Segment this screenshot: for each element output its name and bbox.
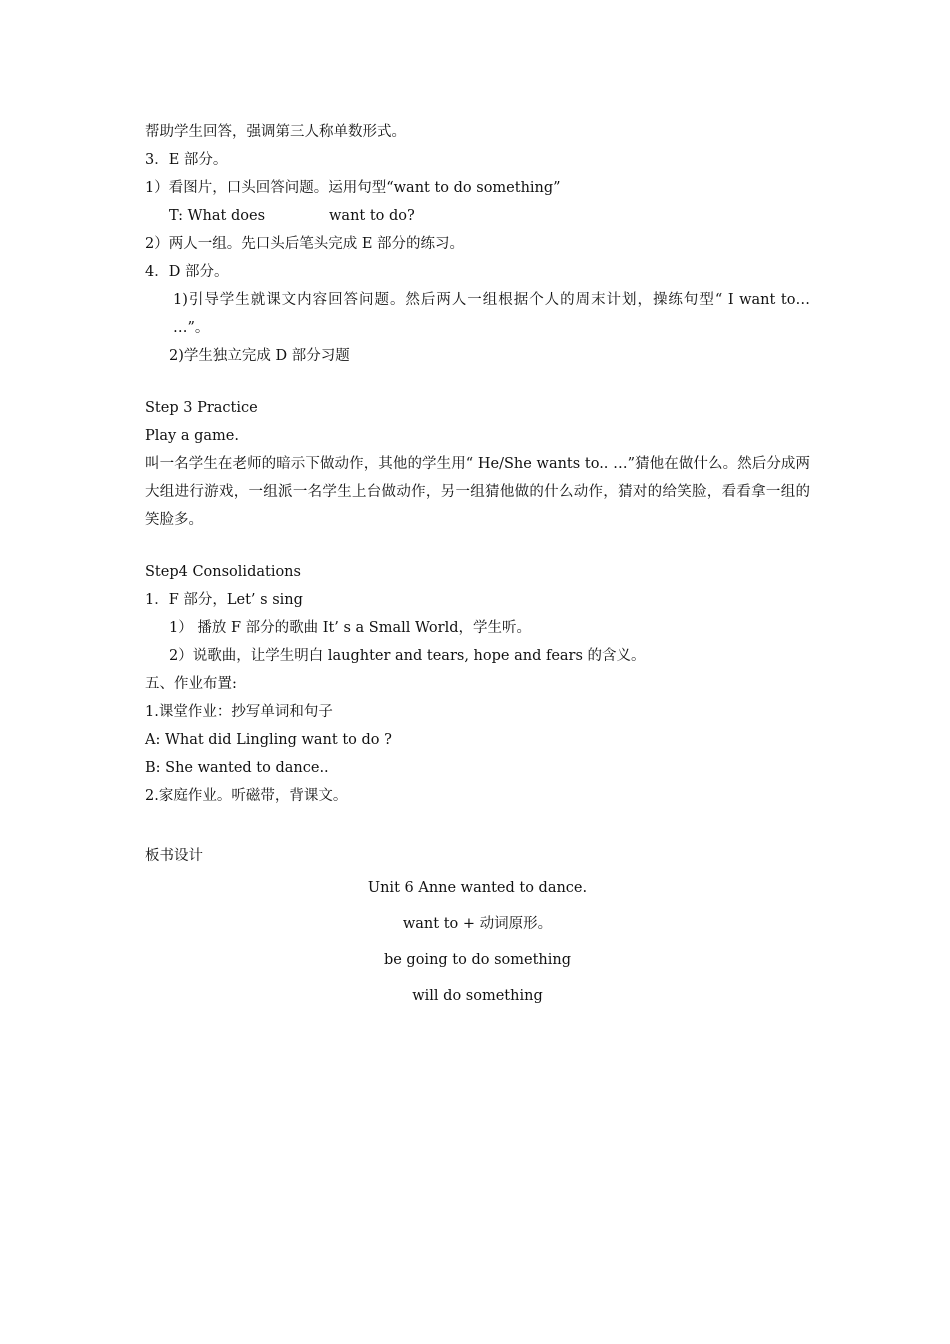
homework-answer-b: B: She wanted to dance.. bbox=[145, 760, 329, 776]
homework-title: 五、作业布置: bbox=[145, 676, 237, 692]
board-line-want-to: want to + 动词原形。 bbox=[402, 916, 553, 932]
teacher-question bbox=[145, 202, 810, 230]
board-design-title: 板书设计 bbox=[145, 848, 203, 864]
step3-title: Step 3 Practice bbox=[145, 400, 258, 416]
section-d-step-2: 2)学生独立完成 D 部分习题 bbox=[169, 348, 350, 364]
board-line-will-do: will do something bbox=[412, 988, 543, 1004]
teacher-question-part-1: T: What does bbox=[169, 208, 266, 224]
step4-f-heading: 1．F 部分，Let’ s sing bbox=[145, 592, 303, 608]
homework-home: 2.家庭作业。听磁带，背课文。 bbox=[145, 788, 348, 804]
section-d-step-1 bbox=[145, 286, 810, 342]
step3-game-line: Play a game. bbox=[145, 428, 239, 444]
section-d-step-1-text: 1)引导学生就课文内容回答问题。然后两人一组根据个人的周末计划，操练句型“ I want to… …”。 bbox=[173, 292, 810, 336]
step4-f-item-2: 2）说歌曲，让学生明白 laughter and tears, hope and fears 的含义。 bbox=[169, 648, 646, 664]
step3-game-paragraph: 叫一名学生在老师的暗示下做动作，其他的学生用“ He/She wants to.. …”猜他在做什么。然后分成两大组进行游戏，一组派一名学生上台做动作，另一组猜他做的什么动作，猜对的给笑脸，看看拿一组的笑脸多。 bbox=[145, 456, 810, 528]
board-line-be-going-to: be going to do something bbox=[383, 952, 572, 968]
board-line-unit: Unit 6 Anne wanted to dance. bbox=[367, 880, 588, 896]
paragraph-answer-help: 帮助学生回答，强调第三人称单数形式。 bbox=[145, 124, 406, 140]
document-body bbox=[145, 118, 810, 1014]
section-e-heading: 3．E 部分。 bbox=[145, 152, 228, 168]
step4-title: Step4 Consolidations bbox=[145, 564, 301, 580]
section-d-heading: 4．D 部分。 bbox=[145, 264, 229, 280]
section-e-step-1: 1）看图片，口头回答问题。运用句型“want to do something” bbox=[145, 180, 561, 196]
step4-f-item-1: 1） 播放 F 部分的歌曲 It’ s a Small World，学生听。 bbox=[169, 620, 532, 636]
section-e-step-2: 2）两人一组。先口头后笔头完成 E 部分的练习。 bbox=[145, 236, 465, 252]
teacher-question-part-2: want to do? bbox=[329, 208, 415, 224]
homework-classwork: 1.课堂作业：抄写单词和句子 bbox=[145, 704, 333, 720]
homework-question-a: A: What did Lingling want to do ? bbox=[145, 732, 392, 748]
